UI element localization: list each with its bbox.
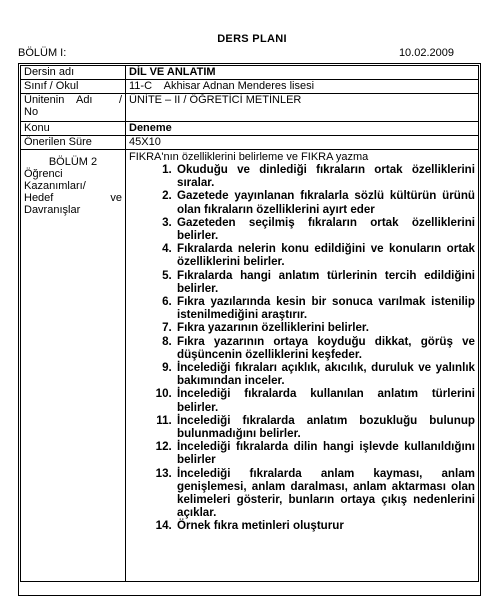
topic-value: Deneme <box>126 122 479 136</box>
duration-value: 45X10 <box>126 136 479 150</box>
section-label: BÖLÜM I: <box>18 47 67 59</box>
class-school-value: 11-C Akhisar Adnan Menderes lisesi <box>126 80 479 94</box>
objectives-label-line: Davranışlar <box>24 204 81 216</box>
unit-label-name: Ünitenin Adı <box>24 94 93 106</box>
course-value: DİL VE ANLATIM <box>126 66 479 80</box>
objectives-list <box>129 163 475 533</box>
objectives-section: BÖLÜM 2 <box>48 156 98 168</box>
list-item: 7. Fıkra yazarının özelliklerini belirler. <box>175 321 475 334</box>
unit-label <box>21 94 126 122</box>
table-row <box>21 80 479 94</box>
table-row <box>21 94 479 122</box>
list-item: 4. Fıkralarda nelerin konu edildiğini ve konuların ortak özelliklerini belirler. <box>175 242 475 268</box>
list-item: 1. Okuduğu ve dinlediği fıkraların ortak özelliklerini sıralar. <box>175 163 475 189</box>
objectives-heading: FIKRA'nın özelliklerini belirleme ve FIKRA yazma <box>129 151 369 163</box>
list-item: 13. İncelediği fıkralarda anlam kayması, anlam genişlemesi, anlam daralması, anlam aktarması olan kelimeleri gösterir, bunların ortaya çıkış nedenlerini açıklar. <box>175 467 475 520</box>
list-item: 3. Gazeteden seçilmiş fıkraların ortak özelliklerini belirler. <box>175 216 475 242</box>
duration-label: Önerilen Süre <box>21 136 126 150</box>
table-row <box>21 122 479 136</box>
unit-label-no: No <box>24 106 39 118</box>
list-item: 12. İncelediği fıkralarda dilin hangi işlevde kullanıldığını belirler <box>175 440 475 466</box>
topic-label: Konu <box>21 122 126 136</box>
unit-value: ÜNİTE – II / ÖĞRETİCİ METİNLER <box>126 94 479 122</box>
objectives-label-line: Kazanımları/ <box>24 180 86 192</box>
objectives-label-line: ve <box>110 192 122 204</box>
list-item: 10. İncelediği fıkralarda kullanılan anlatım türlerini belirler. <box>175 387 475 413</box>
objectives-label <box>21 150 126 582</box>
objectives-content <box>126 150 479 582</box>
objectives-label-line: Öğrenci <box>24 168 63 180</box>
list-item: 9. İncelediği fıkraları açıklık, akıcılık, duruluk ve yalınlık bakımından inceler. <box>175 361 475 387</box>
list-item: 5. Fıkralarda hangi anlatım türlerinin tercih edildiğini belirler. <box>175 269 475 295</box>
page-title: DERS PLANI <box>217 33 287 45</box>
list-item: 11. İncelediği fıkralarda anlatım bozukluğu bulunup bulunmadığını belirler. <box>175 414 475 440</box>
list-item: 6. Fıkra yazılarında kesin bir sonuca varılmak istenilip istenilmediğini araştırır. <box>175 295 475 321</box>
lesson-plan-table <box>20 65 479 582</box>
list-item: 14. Örnek fıkra metinleri oluşturur <box>175 519 475 532</box>
table-row <box>21 136 479 150</box>
table-row <box>21 150 479 582</box>
objectives-label-line: Hedef <box>24 192 54 204</box>
date-label: 10.02.2009 <box>398 47 454 59</box>
list-item: 8. Fıkra yazarının ortaya koyduğu dikkat, görüş ve düşüncenin özelliklerini keşfeder. <box>175 335 475 361</box>
list-item: 2. Gazetede yayınlanan fıkralarla sözlü kültürün ürünü olan fıkraların özelliklerini ayırt eder <box>175 189 475 215</box>
table-row <box>21 66 479 80</box>
course-label: Dersin adı <box>21 66 126 80</box>
unit-label-slash: / <box>118 94 122 106</box>
class-school-label: Sınıf / Okul <box>21 80 126 94</box>
